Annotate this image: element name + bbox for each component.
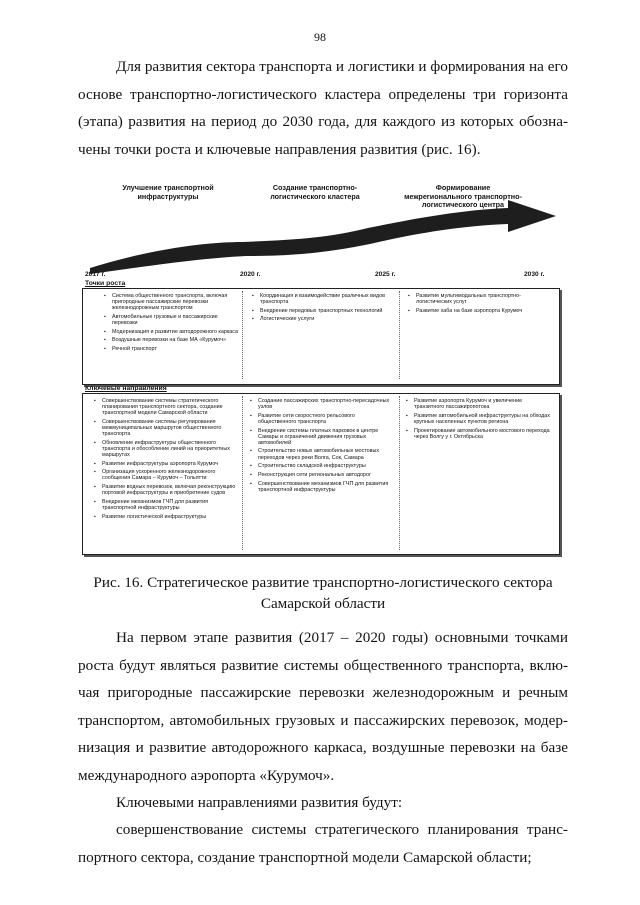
list-item: ▪ Модернизация и развитие автодорожного каркаса xyxy=(103,329,239,335)
column-divider xyxy=(242,396,243,550)
paragraph-line: Ключевыми направлениями развития будут: xyxy=(116,794,403,811)
column-divider xyxy=(399,291,400,379)
paragraph-line: чая пригородные пассажирские перевозки железнодорожным и речным xyxy=(78,684,568,701)
list-item: ▪ Строительство складской инфраструктуры xyxy=(249,463,394,469)
list-item: ▪ Развитие сети скоростного рельсового общественного транспорта xyxy=(249,413,394,425)
key-directions-box xyxy=(82,393,560,555)
paragraph-3 xyxy=(78,789,568,817)
strategy-figure xyxy=(78,180,568,560)
paragraph-line: роста будут являться развитие системы общественного транспорта, вклю- xyxy=(78,656,568,674)
year-2017: 2017 г. xyxy=(85,271,106,278)
key-directions-label: Ключевые направления xyxy=(85,385,167,392)
list-item: ▪ Речной транспорт xyxy=(103,346,239,352)
paragraph-line: На первом этапе развития (2017 – 2020 годы) основными точками xyxy=(116,629,568,646)
list-item: ▪ Развитие мультимодальных транспортно-логистических услуг xyxy=(407,293,553,305)
list-item: ▪ Совершенствование системы стратегического планирования транспортного сектора, создание транспортной модели Самарской области xyxy=(93,398,239,416)
list-item: ▪ Система общественного транспорта, включая пригородные пассажирские перевозки железнодорожным транспортом xyxy=(103,293,239,311)
year-2025: 2025 г. xyxy=(375,271,396,278)
column-divider xyxy=(399,396,400,550)
growth-points-label: Точки роста xyxy=(85,280,126,287)
arrow-body xyxy=(90,200,556,274)
list-item: ▪ Совершенствование механизмов ГЧП для развития транспортной инфраструктуры xyxy=(249,481,394,493)
list-item: ▪ Проектирование автомобильного мостового перехода через Волгу у г. Октябрьска xyxy=(405,428,553,440)
list-item: ▪ Создание пассажирских транспортно-пересадочных узлов xyxy=(249,398,394,410)
list-item: ▪ Реконструкция сети региональных автодорог xyxy=(249,472,394,478)
intro-line: (этапа) развития на период до 2030 года, для каждого из которых обозна- xyxy=(78,113,568,130)
list-item: ▪ Воздушные перевозки на базе МА «Курумоч» xyxy=(103,337,239,343)
paragraph-2 xyxy=(78,624,568,789)
list-item: ▪ Развитие хаба на базе аэропорта Курумоч xyxy=(407,308,553,314)
list-item: ▪ Развитие автомобильной инфраструктуры на обходах крупных населенных пунктов региона xyxy=(405,413,553,425)
list-item: ▪ Внедрение системы платных парковок в центре Самары и ограничений движения грузовых автомобилей xyxy=(249,428,394,446)
column-divider xyxy=(242,291,243,379)
growth-points-col-3 xyxy=(407,293,553,316)
stage-title-2: Создание транспортно-логистического кластера xyxy=(270,183,360,201)
paragraph-line: международного аэропорта «Курумоч». xyxy=(78,766,335,784)
list-item: ▪ Автомобильные грузовые и пассажирские перевозки xyxy=(103,314,239,326)
growth-points-col-2 xyxy=(251,293,393,325)
list-item: ▪ Совершенствование системы регулирования межмуниципальных маршрутов общественного транспорта xyxy=(93,419,239,437)
intro-paragraph xyxy=(78,53,568,163)
year-2020: 2020 г. xyxy=(240,271,261,278)
paragraph-line: транспортом, автомобильных грузовых и пассажирских перевозок, модер- xyxy=(78,711,568,729)
list-item: ▪ Внедрение механизмов ГЧП для развития транспортной инфраструктуры xyxy=(93,499,239,511)
intro-line: Для развития сектора транспорта и логистики и формирования на его xyxy=(116,58,568,75)
list-item: ▪ Развитие логистической инфраструктуры xyxy=(93,514,239,520)
growth-points-col-1 xyxy=(103,293,239,355)
key-directions-col-1 xyxy=(93,398,239,522)
caption-line: Рис. 16. Стратегическое развитие транспортно-логистического сектора xyxy=(93,574,553,591)
page-number: 98 xyxy=(314,30,326,44)
list-item: ▪ Обновление инфраструктуры общественного транспорта и обособление линий на приоритетных маршрутах xyxy=(93,440,239,458)
key-directions-col-3 xyxy=(405,398,553,442)
list-item: ▪ Логистические услуги xyxy=(251,316,393,322)
list-item: ▪ Организация ускоренного железнодорожного сообщения Самара – Курумоч – Тольятти xyxy=(93,469,239,481)
list-item: ▪ Развитие инфраструктуры аэропорта Курумоч xyxy=(93,461,239,467)
intro-line: основе транспортно-логистического кластера определены три горизонта xyxy=(78,85,568,103)
paragraph-line: низация и развитие автодорожного каркаса, воздушные перевозки на базе xyxy=(78,739,568,756)
year-2030: 2030 г. xyxy=(524,271,545,278)
list-item: ▪ Развитие водных перевозок, включая реконструкцию портовой инфраструктуры и приобретение судов xyxy=(93,484,239,496)
list-item: ▪ Строительство новых автомобильных мостовых переходов через реки Волга, Сок, Самара xyxy=(249,448,394,460)
key-directions-col-2 xyxy=(249,398,394,495)
list-item: ▪ Развитие аэропорта Курумоч и увеличение транзитного пассажиропотока xyxy=(405,398,553,410)
figure-caption xyxy=(78,572,568,614)
stage-title-1: Улучшение транспортной инфраструктуры xyxy=(122,183,214,201)
stage-title-3: Формирование межрегионального транспортно-логистического центра xyxy=(404,183,522,209)
paragraph-4 xyxy=(78,816,568,871)
list-item: ▪ Внедрение передовых транспортных технологий xyxy=(251,308,393,314)
list-item: ▪ Координация и взаимодействие различных видов транспорта xyxy=(251,293,393,305)
intro-line: чены точки роста и ключевые направления развития (рис. 16). xyxy=(78,140,481,158)
growth-points-box xyxy=(82,288,560,385)
paragraph-line: совершенствование системы стратегического планирования транс- xyxy=(116,821,568,838)
caption-line: Самарской области xyxy=(260,595,386,612)
paragraph-line: портного сектора, создание транспортной модели Самарской области; xyxy=(78,848,532,866)
